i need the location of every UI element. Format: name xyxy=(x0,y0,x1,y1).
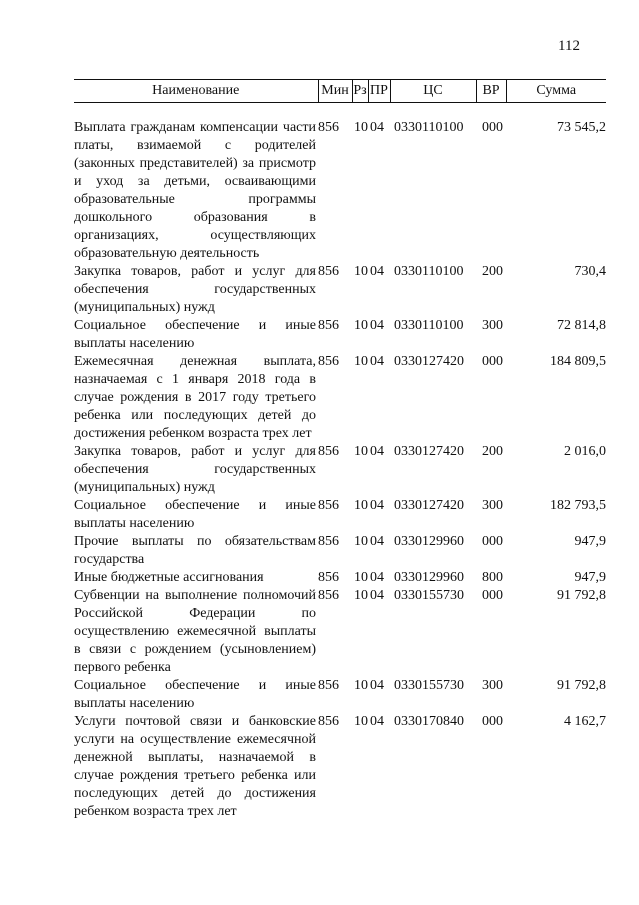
row-cs-code: 0330110100 xyxy=(394,120,464,135)
row-sum: 91 792,8 xyxy=(557,678,606,693)
row-min-code: 856 xyxy=(318,444,339,459)
table-row xyxy=(74,587,606,677)
header-rz: Рз xyxy=(352,80,368,103)
row-name: Услуги почтовой связи и банковские услуги на осуществление ежемесячной денежной выплаты, назначаемой в случае рождения третьего ребенка или последующих детей до достижения ребенком возраста трех лет xyxy=(74,714,316,819)
row-cs-code: 0330110100 xyxy=(394,264,464,279)
row-pr-code: 04 xyxy=(370,120,384,135)
row-min-code: 856 xyxy=(318,714,339,729)
row-vr-code: 200 xyxy=(482,264,503,279)
row-pr-code: 04 xyxy=(370,444,384,459)
table-row xyxy=(74,263,606,317)
row-min-code: 856 xyxy=(318,588,339,603)
table-row xyxy=(74,677,606,713)
table-row xyxy=(74,569,606,587)
page-number: 112 xyxy=(558,38,580,54)
row-rz-code: 10 xyxy=(354,498,368,513)
row-min-code: 856 xyxy=(318,120,339,135)
table-row xyxy=(74,317,606,353)
row-name: Закупка товаров, работ и услуг для обеспечения государственных (муниципальных) нужд xyxy=(74,264,316,315)
table-row xyxy=(74,353,606,443)
row-name: Социальное обеспечение и иные выплаты населению xyxy=(74,498,316,531)
row-rz-code: 10 xyxy=(354,678,368,693)
row-vr-code: 300 xyxy=(482,498,503,513)
row-pr-code: 04 xyxy=(370,678,384,693)
header-name: Наименование xyxy=(74,80,318,103)
row-pr-code: 04 xyxy=(370,570,384,585)
row-cs-code: 0330127420 xyxy=(394,444,464,459)
row-name: Выплата гражданам компенсации части платы, взимаемой с родителей (законных представителей) за присмотр и уход за детьми, осваивающими образовательные программы дошкольного образования в организациях, осуществляющих образовательную деятельность xyxy=(74,120,316,261)
row-sum: 72 814,8 xyxy=(557,318,606,333)
row-rz-code: 10 xyxy=(354,120,368,135)
row-min-code: 856 xyxy=(318,354,339,369)
header-min: Мин xyxy=(318,80,352,103)
row-sum: 182 793,5 xyxy=(550,498,606,513)
table-row xyxy=(74,713,606,821)
budget-table xyxy=(74,79,606,821)
table-body xyxy=(74,103,606,822)
table-header xyxy=(74,80,606,103)
row-pr-code: 04 xyxy=(370,318,384,333)
header-cs: ЦС xyxy=(390,80,476,103)
row-cs-code: 0330127420 xyxy=(394,354,464,369)
row-min-code: 856 xyxy=(318,534,339,549)
row-pr-code: 04 xyxy=(370,714,384,729)
row-min-code: 856 xyxy=(318,318,339,333)
row-min-code: 856 xyxy=(318,498,339,513)
table-row xyxy=(74,497,606,533)
row-rz-code: 10 xyxy=(354,714,368,729)
row-vr-code: 000 xyxy=(482,714,503,729)
row-rz-code: 10 xyxy=(354,444,368,459)
row-rz-code: 10 xyxy=(354,588,368,603)
row-pr-code: 04 xyxy=(370,354,384,369)
row-vr-code: 800 xyxy=(482,570,503,585)
row-name: Социальное обеспечение и иные выплаты населению xyxy=(74,318,316,351)
row-rz-code: 10 xyxy=(354,570,368,585)
table-row xyxy=(74,119,606,263)
row-cs-code: 0330155730 xyxy=(394,678,464,693)
row-name: Социальное обеспечение и иные выплаты населению xyxy=(74,678,316,711)
row-sum: 184 809,5 xyxy=(550,354,606,369)
row-vr-code: 300 xyxy=(482,678,503,693)
row-pr-code: 04 xyxy=(370,534,384,549)
row-pr-code: 04 xyxy=(370,588,384,603)
row-min-code: 856 xyxy=(318,678,339,693)
row-name: Прочие выплаты по обязательствам государства xyxy=(74,534,316,567)
row-name: Закупка товаров, работ и услуг для обеспечения государственных (муниципальных) нужд xyxy=(74,444,316,495)
row-cs-code: 0330110100 xyxy=(394,318,464,333)
row-vr-code: 300 xyxy=(482,318,503,333)
row-vr-code: 000 xyxy=(482,120,503,135)
row-sum: 947,9 xyxy=(574,570,606,585)
row-rz-code: 10 xyxy=(354,354,368,369)
row-sum: 4 162,7 xyxy=(564,714,606,729)
row-vr-code: 200 xyxy=(482,444,503,459)
row-cs-code: 0330129960 xyxy=(394,534,464,549)
row-name: Субвенции на выполнение полномочий Российской Федерации по осуществлению ежемесячной выплаты в связи с рождением (усыновлением) первого ребенка xyxy=(74,588,316,675)
row-sum: 73 545,2 xyxy=(557,120,606,135)
header-pr: ПР xyxy=(368,80,390,103)
row-vr-code: 000 xyxy=(482,354,503,369)
row-cs-code: 0330129960 xyxy=(394,570,464,585)
row-name: Иные бюджетные ассигнования xyxy=(74,570,264,585)
row-cs-code: 0330155730 xyxy=(394,588,464,603)
row-min-code: 856 xyxy=(318,264,339,279)
row-min-code: 856 xyxy=(318,570,339,585)
row-sum: 730,4 xyxy=(574,264,606,279)
row-sum: 947,9 xyxy=(574,534,606,549)
row-cs-code: 0330127420 xyxy=(394,498,464,513)
row-pr-code: 04 xyxy=(370,498,384,513)
table-row xyxy=(74,443,606,497)
header-vr: ВР xyxy=(476,80,506,103)
row-pr-code: 04 xyxy=(370,264,384,279)
header-sum: Сумма xyxy=(506,80,606,103)
row-rz-code: 10 xyxy=(354,318,368,333)
row-sum: 91 792,8 xyxy=(557,588,606,603)
row-sum: 2 016,0 xyxy=(564,444,606,459)
row-rz-code: 10 xyxy=(354,534,368,549)
row-vr-code: 000 xyxy=(482,588,503,603)
row-vr-code: 000 xyxy=(482,534,503,549)
row-rz-code: 10 xyxy=(354,264,368,279)
row-cs-code: 0330170840 xyxy=(394,714,464,729)
row-name: Ежемесячная денежная выплата, назначаемая с 1 января 2018 года в случае рождения в 2017 году третьего ребенка или последующих детей до достижения ребенком возраста трех лет xyxy=(74,354,316,441)
table-row xyxy=(74,533,606,569)
